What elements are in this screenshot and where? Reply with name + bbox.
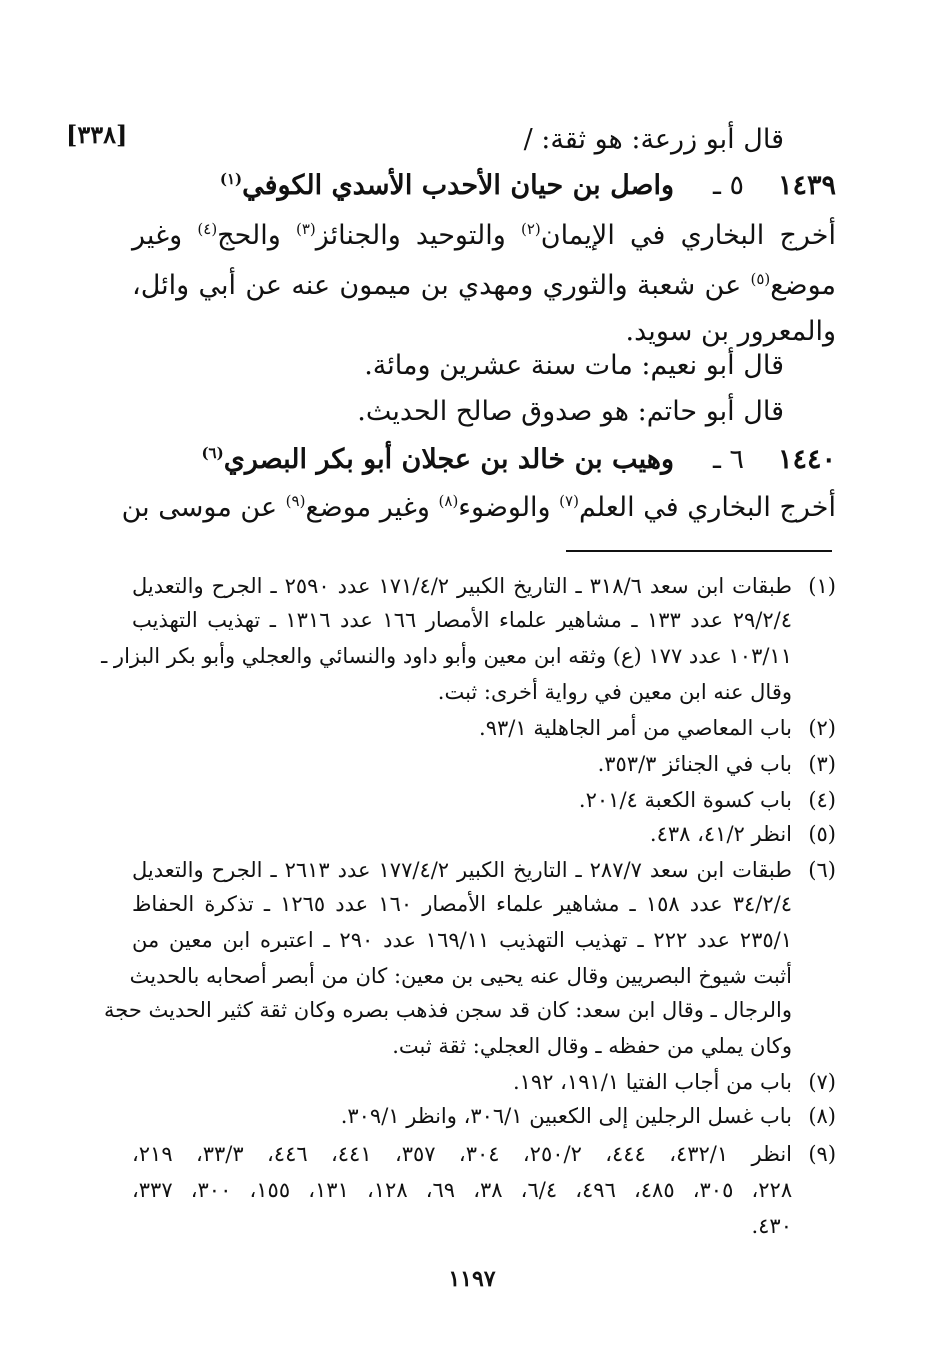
footnote-6-line [132,888,792,920]
entry-heading-1439 [132,166,836,206]
footnote-ref: (١) [219,170,243,188]
footnote-6 [132,854,836,886]
footnote-ref: (٢) [520,220,541,238]
entry-name: واصل بن حيان الأحدب الأسدي الكوفي [242,170,674,201]
footnote-text: وكان يملي من حفظه ـ وقال العجلي: ثقة ثبت. [392,1034,792,1058]
footnote-ref: (٩) [285,492,306,510]
page-reference: [٣٣٨] [66,120,128,149]
line-text: عن شعبة والثوري ومهدي بن ميمون عنه عن أبي وائل، [132,270,751,301]
footnote-ref: (٣) [295,220,316,238]
line-text: أخرج البخاري في الإيمان [540,220,836,251]
footnote-mark: (١) [808,574,836,598]
footnote-6-line [104,994,792,1026]
line-text: والوضوء [458,492,560,523]
footnote-text: أثبت شيوخ البصريين وقال عنه يحيى بن معين: كان من أبصر أصحابه بالحديث [129,964,792,988]
footnote-mark: (٣) [808,752,836,776]
footnote-mark: (٩) [808,1142,837,1166]
footnote-mark: (٢) [808,716,836,740]
footnote-text: وقال عنه ابن معين في رواية أخرى: ثبت. [437,680,792,704]
footnote-8 [132,1100,836,1132]
footnote-text: ٢٣٥/١ عدد ٢٢٢ ـ تهذيب التهذيب ١٦٩/١١ عدد ٢٩٠ ـ اعتبره ابن معين من [132,928,792,952]
footnote-ref: (٥) [750,270,771,288]
entry-number: ١٤٤٠ [777,444,836,475]
line-text: وغير [132,220,198,251]
footnote-1-line [132,676,792,708]
text-line [121,488,836,528]
line-text: والحج [217,220,296,251]
line-text: أخرج البخاري في العلم [578,492,836,523]
footnote-text: باب غسل الرجلين إلى الكعبين ٣٠٦/١، وانظر ٣٠٩/١. [340,1104,792,1128]
footnote-text: باب المعاصي من أمر الجاهلية ٩٣/١. [479,716,792,740]
entry-heading-1440 [132,440,836,480]
footnote-text: باب كسوة الكعبة ٢٠١/٤. [578,788,792,812]
footnote-text: انظر ٤١/٢، ٤٣٨. [649,822,792,846]
footnote-4 [132,784,836,816]
footnote-5 [132,818,836,850]
footnote-7 [132,1066,836,1098]
line-text: قال أبو نعيم: مات سنة عشرين ومائة. [364,350,784,381]
line-text: وغير موضع [305,492,439,523]
footnote-1-line [132,604,792,636]
text-line [132,216,836,256]
line-text: والتوحيد والجنائز [315,220,521,251]
line-text: قال أبو حاتم: هو صدوق صالح الحديث. [357,396,784,427]
entry-index: ٥ ـ [712,170,744,201]
footnote-3 [132,748,836,780]
line-text: موضع [770,270,836,301]
entry-index: ٦ ـ [712,444,744,475]
line-text: والمعرور بن سويد. [625,316,836,347]
footnote-mark: (٧) [808,1070,836,1094]
footnote-ref: (٧) [559,492,579,510]
footnote-text: طبقات ابن سعد ٢٨٧/٧ ـ التاريخ الكبير ١٧٧/٤/٢ عدد ٢٦١٣ ـ الجرح والتعديل [132,858,792,882]
footnote-1 [132,570,836,602]
entry-name: وهيب بن خالد بن عجلان أبو بكر البصري [223,444,674,475]
footnote-ref: (٨) [438,492,459,510]
footnote-ref: (٤) [197,220,218,238]
text-line [132,266,836,306]
line-text: قال أبو زرعة: هو ثقة: / [523,124,784,155]
footnote-mark: (٦) [808,858,836,882]
footnote-text: ٤٣٠. [751,1214,792,1238]
footnote-text: طبقات ابن سعد ٣١٨/٦ ـ التاريخ الكبير ١٧١/٤/٢ عدد ٢٥٩٠ ـ الجرح والتعديل [132,574,792,598]
entry-number: ١٤٣٩ [777,170,836,201]
footnote-text: ٢٢٨، ٣٠٥، ٤٨٥، ٤٩٦، ٦/٤، ٣٨، ٦٩، ١٢٨، ١٣١، ١٥٥، ٣٠٠، ٣٣٧، [132,1178,793,1202]
text-line [132,346,784,386]
footnote-6-line [129,960,792,992]
footnote-mark: (٨) [808,1104,836,1128]
line-text: عن موسى بن [121,492,286,523]
footnote-mark: (٥) [808,822,836,846]
footnote-2 [132,712,836,744]
footnote-6-line [132,924,792,956]
footnote-mark: (٤) [808,788,836,812]
page-number: ١١٩٧ [448,1266,496,1292]
footnote-text: ٢٩/٢/٤ عدد ١٣٣ ـ مشاهير علماء الأمصار ١٦٦ عدد ١٣١٦ ـ تهذيب التهذيب [132,608,792,632]
footnote-9-line [132,1210,792,1242]
footnote-6-line [132,1030,792,1062]
text-line [132,392,784,432]
footnote-separator [566,550,832,552]
footnote-ref: (٦) [201,444,224,462]
footnote-text: باب في الجنائز ٣٥٣/٣. [597,752,792,776]
footnote-text: باب من أجاب الفتيا ١٩١/١، ١٩٢. [512,1070,792,1094]
text-line [132,120,784,160]
footnote-text: والرجال ـ وقال ابن سعد: كان قد سجن فذهب بصره وكان ثقة كثير الحديث حجة [104,998,792,1022]
footnote-9-line [132,1174,792,1206]
footnote-1-line [101,640,792,672]
footnote-text: انظر ٤٣٢/١، ٤٤٤، ٢٥٠/٢، ٣٠٤، ٣٥٧، ٤٤١، ٤٤٦، ٣٣/٣، ٢١٩، [132,1142,793,1166]
footnote-text: ٣٤/٢/٤ عدد ١٥٨ ـ مشاهير علماء الأمصار ١٦٠ عدد ١٢٦٥ ـ تذكرة الحفاظ [132,892,792,916]
footnote-9 [132,1138,836,1170]
footnote-text: ١٠٣/١١ عدد ١٧٧ (ع) وثقه ابن معين وأبو داود والنسائي والعجلي وأبو بكر البزار ـ [101,644,792,668]
